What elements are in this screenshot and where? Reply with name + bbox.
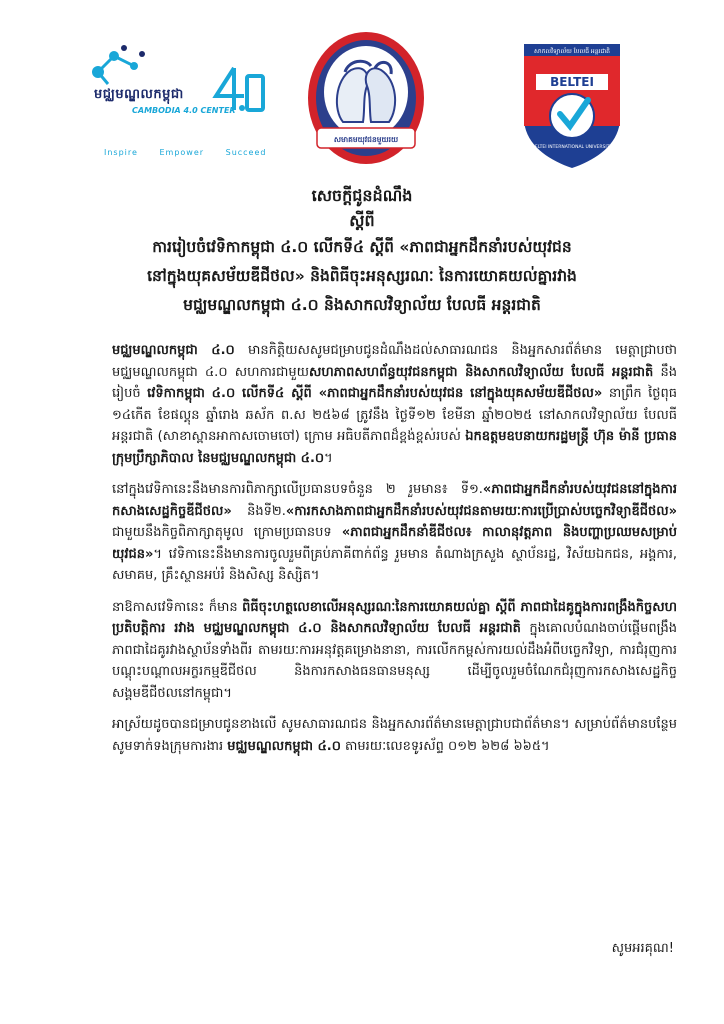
text-run: សហភាពសហព័ន្ធយុវជនកម្ពុជា និងសាកលវិទ្យាល័យ បែលធី អន្តរជាតិ (309, 364, 654, 380)
text-run: អាស្រ័យដូចបានជម្រាបជូនខាងលើ សូមសាធារណជន និងអ្នកសារព័ត៌មានមេត្តាជ្រាបជាព័ត៌មាន។ សម្រាប់ព័ត៌មានបន្ថែម សូមទាក់ទងក្រុមការងារ (112, 717, 677, 754)
youth-emblem-icon (305, 30, 427, 170)
text-run: នៅក្នុងវេទិកានេះនឹងមានការពិភាក្សាលើប្រធានបទចំនួន ២ រួមមាន៖ ទី១. (112, 482, 483, 497)
text-run: ។ វេទិកានេះនឹងមានការចូលរួមពីគ្រប់ភាគីពាក់ព័ន្ធ រួមមាន តំណាងក្រសួង ស្ថាប័នរដ្ឋ, វិស័យឯកជន, អង្គការ, សមាគម, គ្រឹះស្ថានអប់រំ និងសិស្ស និស្សិត។ (112, 546, 677, 583)
title-notice: សេចក្តីជូនដំណឹង (311, 186, 413, 205)
text-run: នឹងរៀបចំ (112, 364, 677, 401)
text-run: ពិធីចុះហត្ថលេខាលើអនុស្សរណៈនៃការយោគយល់គ្នា ស្តីពី ភាពជាដៃគូក្នុងការពង្រឹងកិច្ចសហប្រតិបត្តិការ រវាង មជ្ឈមណ្ឌលកម្ពុជា ៤.០ និងសាកលវិទ្យាល័យ បែលធី អន្តរជាតិ (112, 599, 677, 636)
text-run: មានកិត្តិយសសូមជម្រាបជូនដំណឹងដល់សាធារណជន និងអ្នកសារព័ត៌មាន មេត្តាជ្រាបថា មជ្ឈមណ្ឌលកម្ពុជា ៤.០ សហការជាមួយ (112, 343, 677, 380)
logo-row (0, 30, 724, 180)
center-khmer-name: មជ្ឈមណ្ឌលកម្ពុជា (94, 87, 184, 102)
paragraph-2-text (112, 479, 677, 587)
text-run: «ភាពជាអ្នកដឹកនាំរបស់យុវជននៅក្នុងការកសាងសេដ្ឋកិច្ចឌីជីថល» (112, 482, 677, 519)
paragraph-1-text (112, 340, 677, 469)
tagline-succeed: Succeed (225, 148, 267, 157)
text-run: ជាមួយនឹងកិច្ចពិភាក្សាតុមូល ក្រោមប្រធានបទ (112, 525, 342, 540)
beltei-university-logo (520, 40, 624, 170)
document-title (60, 183, 664, 320)
beltei-shield-icon (520, 40, 624, 170)
text-run: ក្នុងគោលបំណងចាប់ផ្តើមពង្រឹងភាពជាដៃគូរវាងស្ថាប័នទាំងពីរ តាមរយៈការអនុវត្តគម្រោងនានា, ការលើកកម្ពស់ការយល់ដឹងអំពីបច្ចេកវិទ្យា, ការជំរុញការបណ្តុះបណ្តាលអក្ខរកម្មឌីជីថល និងការកសាងធនធានមនុស្ស ដើម្បីចូលរួមចំណែកជំរុញការកសាងសេដ្ឋកិច្ច សង្គមឌីជីថលនៅកម្ពុជា។ (112, 621, 677, 701)
paragraph-4 (112, 714, 677, 757)
youth-association-logo (305, 30, 427, 170)
text-run: «ការកសាងភាពជាអ្នកដឹកនាំរបស់យុវជនតាមរយៈការប្រើប្រាស់បច្ចេកវិទ្យាឌីជីថល» (285, 503, 677, 519)
beltei-name: BELTEI (550, 75, 594, 89)
tagline-empower: Empower (159, 148, 205, 157)
paragraph-1 (112, 340, 677, 469)
text-run: «ភាពជាអ្នកដឹកនាំឌីជីថល៖ កាលានុវត្តភាព និងបញ្ហាប្រឈមសម្រាប់យុវជន» (112, 525, 677, 562)
document-body (112, 340, 677, 767)
title-subject-line-3: មជ្ឈមណ្ឌលកម្ពុជា ៤.០ និងសាកលវិទ្យាល័យ បែលធី អន្តរជាតិ (183, 296, 541, 314)
cambodia-40-center-logo (84, 38, 269, 178)
paragraph-2 (112, 479, 677, 587)
title-subject-line-2: នៅក្នុងយុគសម័យឌីជីថល» និងពិធីចុះអនុស្សរណៈ នៃការយោគយល់គ្នារវាង (147, 267, 577, 285)
center-english-name: CAMBODIA 4.0 CENTER (132, 106, 236, 115)
closing-thanks: សូមអរគុណ! (611, 941, 674, 956)
text-run: តាមរយៈលេខទូរស័ព្ទ ០១២ ៦២៨ ៦៦៥។ (340, 738, 550, 754)
text-run: នាព្រឹក ថ្ងៃពុធ ១៤កើត ខែផល្គុន ឆ្នាំរោង ឆស័ក ព.ស ២៥៦៨ ត្រូវនឹង ថ្ងៃទី១២ ខែមីនា ឆ្នាំ២០២៥ នៅសាកលវិទ្យាល័យ បែលធី អន្តរជាតិ (សាខាស្ពានអាកាសចោមចៅ) ក្រោម អធិបតីភាពដ៏ខ្ពង់ខ្ពស់របស់ (112, 386, 677, 444)
paragraph-3 (112, 597, 677, 705)
tagline-inspire: Inspire (104, 148, 138, 157)
title-subject-line-1: ការរៀបចំវេទិកាកម្ពុជា ៤.០ លើកទី៤ ស្តីពី «ភាពជាអ្នកដឹកនាំរបស់យុវជន (152, 238, 572, 256)
beltei-english-name: BELTEI INTERNATIONAL UNIVERSITY (531, 145, 613, 150)
text-run: នាឱកាសវេទិកានេះ ក៏មាន (112, 599, 243, 615)
text-run: និងទី២. (231, 503, 286, 519)
text-run: ។ (324, 450, 333, 466)
text-run: មជ្ឈមណ្ឌលកម្ពុជា ៤.០ (227, 738, 341, 754)
youth-caption: សមាគមយុវជនមួយរយ (333, 135, 399, 144)
paragraph-3-text (112, 597, 677, 705)
beltei-khmer-band: សាកលវិទ្យាល័យ បែលធី អន្តរជាតិ (534, 48, 610, 55)
text-run: មជ្ឈមណ្ឌលកម្ពុជា ៤.០ (112, 343, 235, 358)
paragraph-4-text (112, 714, 677, 757)
text-run: ឯកឧត្តមឧបនាយករដ្ឋមន្ត្រី ហ៊ុន ម៉ានី ប្រធានក្រុមប្រឹក្សាភិបាល នៃមជ្ឈមណ្ឌលកម្ពុជា ៤.០ (112, 429, 677, 466)
text-run: វេទិកាកម្ពុជា ៤.០ លើកទី៤ ស្តីពី «ភាពជាអ្នកដឹកនាំរបស់យុវជន នៅក្នុងយុគសម័យឌីជីថល» (147, 386, 603, 401)
title-regarding: ស្តីពី (349, 211, 375, 230)
center-tagline (104, 148, 284, 157)
